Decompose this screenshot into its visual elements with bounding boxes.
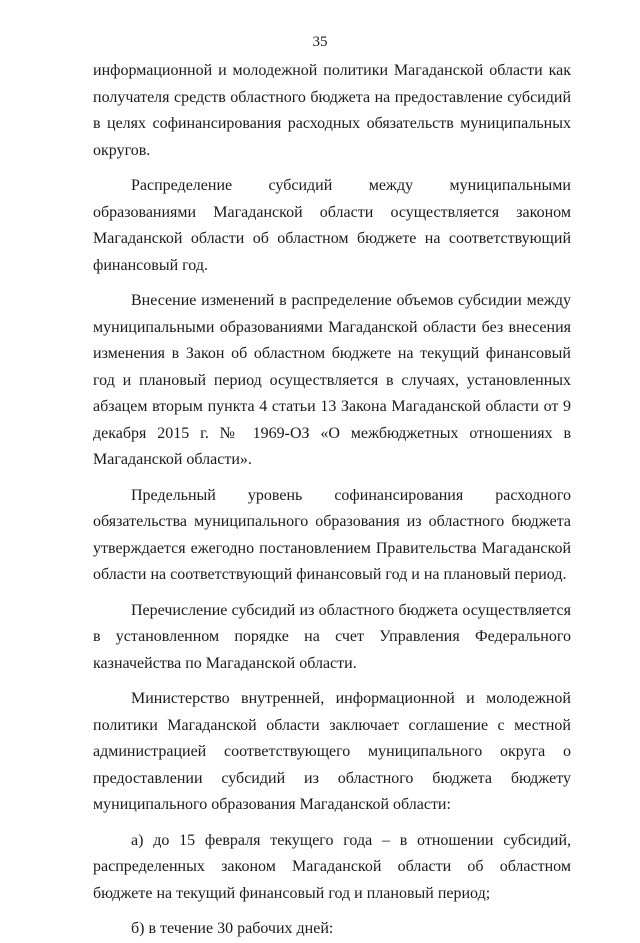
paragraph-cofinancing-level: Предельный уровень софинансирования расходного обязательства муниципального образования из областного бюджета утверждается ежегодно постановлением Правительства Магаданской области на соответствующий финансовый год и на плановый период. (93, 486, 571, 583)
paragraph-distribution-changes: Внесение изменений в распределение объемов субсидии между муниципальными образованиями Магаданской области без внесения изменения в Закон об областном бюджете на текущий финансовый год и плановый период осуществляется в случаях, установленных абзацем вторым пункта 4 статьи 13 Закона Магаданской области от 9 декабря 2015 г. № 1969-ОЗ «О межбюджетных отношениях в Магаданской области». (93, 292, 571, 468)
paragraph-subsidy-transfer: Перечисление субсидий из областного бюджета осуществляется в установленном порядке на счет Управления Федерального казначейства по Магаданской области. (93, 601, 571, 672)
paragraph-agreement: Министерство внутренней, информационной и молодежной политики Магаданской области заключает соглашение с местной администрацией соответствующего муниципального округа о предоставлении субсидий из областного бюджета бюджету муниципального образования Магаданской области: (93, 690, 571, 813)
paragraph-continuation: информационной и молодежной политики Магаданской области как получателя средств областного бюджета на предоставление субсидий в целях софинансирования расходных обязательств муниципальных округов. (93, 62, 571, 159)
paragraph-subsidy-distribution: Распределение субсидий между муниципальными образованиями Магаданской области осуществляется законом Магаданской области об областном бюджете на соответствующий финансовый год. (93, 177, 571, 274)
paragraph-item-b: б) в течение 30 рабочих дней: (131, 920, 334, 937)
paragraph-item-a: а) до 15 февраля текущего года – в отношении субсидий, распределенных законом Магаданской области об областном бюджете на текущий финансовый год и плановый период; (93, 831, 571, 902)
document-body (93, 58, 571, 943)
page-number: 35 (312, 34, 328, 50)
